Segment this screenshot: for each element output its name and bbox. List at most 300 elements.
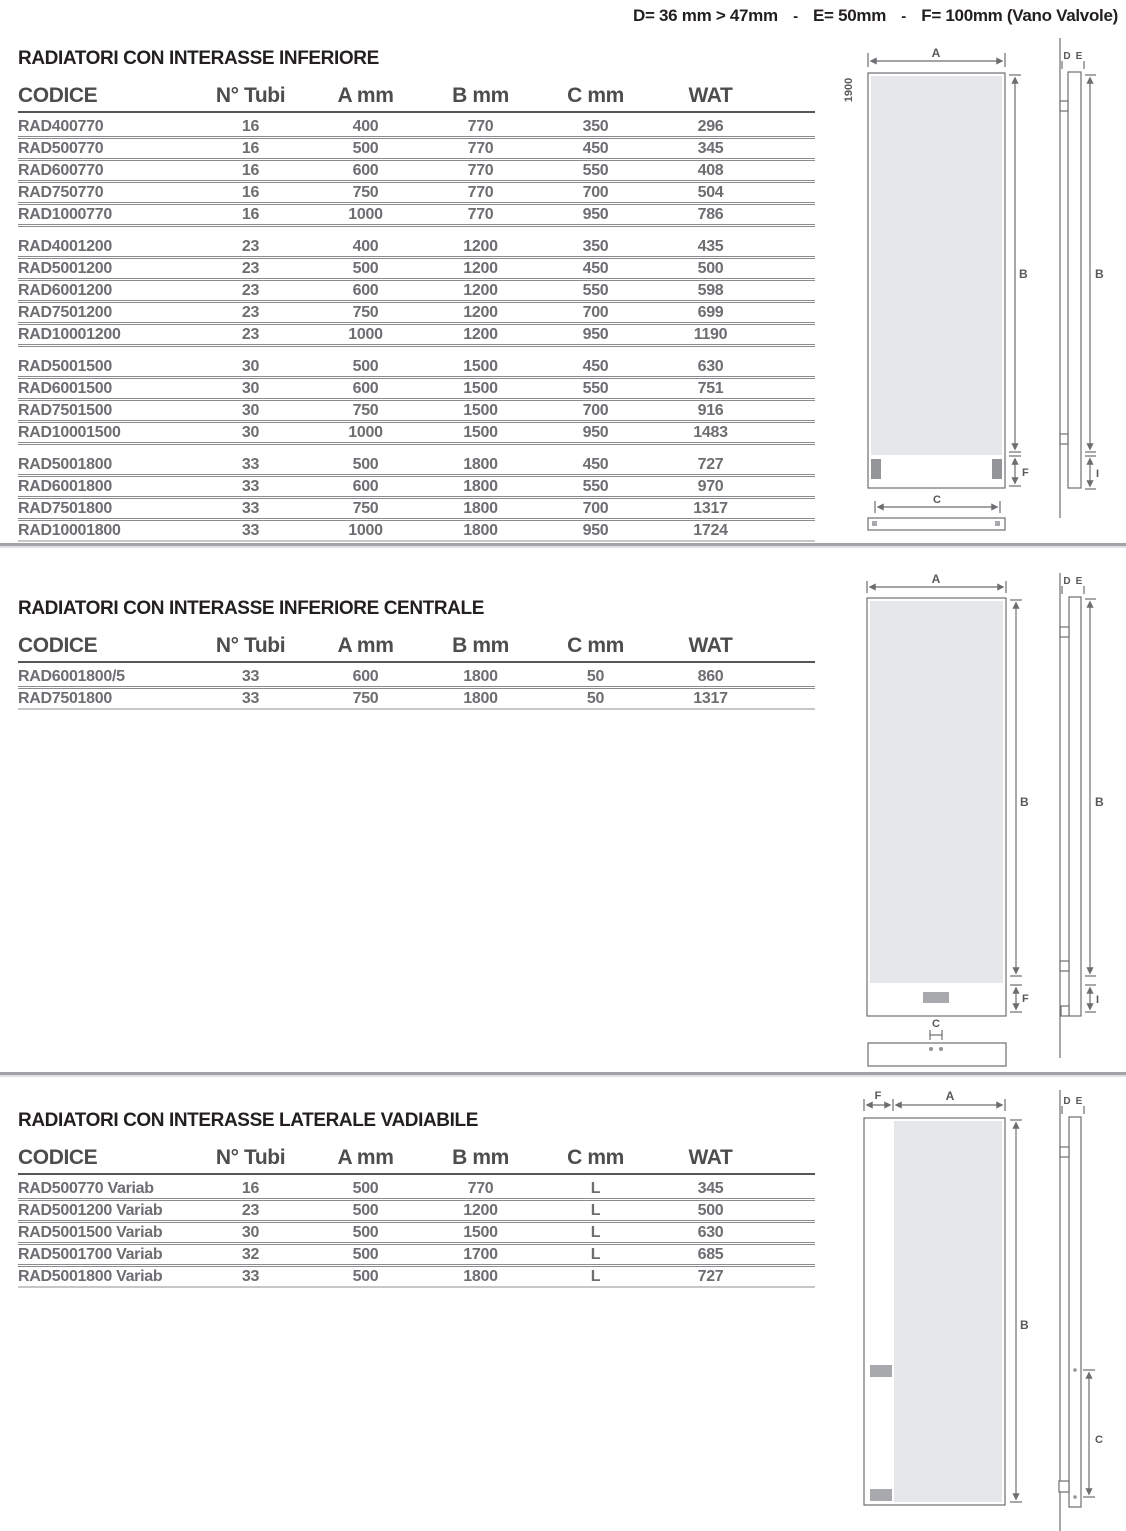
cell-value: 950 bbox=[538, 324, 653, 346]
dimension-label-b-side: B bbox=[1095, 795, 1104, 809]
table-row bbox=[18, 498, 815, 520]
cell-spacer bbox=[768, 237, 815, 258]
cell-value: 16 bbox=[193, 160, 308, 182]
cell-spacer bbox=[768, 455, 815, 476]
table-row bbox=[18, 1179, 815, 1200]
cell-value: 598 bbox=[653, 280, 768, 302]
column-header-tubi: N° Tubi bbox=[193, 1138, 308, 1174]
cell-value: 699 bbox=[653, 302, 768, 324]
dimension-label-b: B bbox=[1019, 267, 1028, 281]
front-view bbox=[868, 53, 1021, 530]
side-view bbox=[1060, 61, 1096, 489]
cell-value: 770 bbox=[423, 182, 538, 204]
column-header-wat: WAT bbox=[653, 76, 768, 112]
cell-spacer bbox=[768, 357, 815, 378]
cell-spacer bbox=[768, 498, 815, 520]
section-title: RADIATORI CON INTERASSE LATERALE VADIABILE bbox=[18, 1110, 478, 1131]
cell-value: 16 bbox=[193, 1179, 308, 1200]
cell-value: 750 bbox=[308, 688, 423, 710]
cell-codice: RAD5001500 bbox=[18, 357, 193, 378]
cell-value: 500 bbox=[308, 1222, 423, 1244]
cell-value: 1000 bbox=[308, 324, 423, 346]
dimension-label-b: B bbox=[1020, 1318, 1029, 1332]
cell-value: 550 bbox=[538, 378, 653, 400]
header-row bbox=[18, 1138, 815, 1174]
cell-value: 750 bbox=[308, 182, 423, 204]
cell-value: 350 bbox=[538, 117, 653, 138]
cell-value: 1000 bbox=[308, 520, 423, 542]
cell-codice: RAD5001200 bbox=[18, 258, 193, 280]
cell-spacer bbox=[768, 1244, 815, 1266]
cell-value: 500 bbox=[308, 1266, 423, 1288]
cell-value: 630 bbox=[653, 357, 768, 378]
table-row bbox=[18, 520, 815, 542]
dimension-label-f: F bbox=[874, 1090, 882, 1102]
table-row bbox=[18, 1222, 815, 1244]
cell-spacer bbox=[768, 688, 815, 710]
wall-bracket-bottom bbox=[1060, 961, 1069, 971]
cell-value: L bbox=[538, 1200, 653, 1222]
cell-value: 1000 bbox=[308, 422, 423, 444]
table-body bbox=[18, 455, 815, 541]
cell-value: 550 bbox=[538, 476, 653, 498]
cell-value: 33 bbox=[193, 1266, 308, 1288]
separator-dash: - bbox=[793, 8, 798, 25]
cell-value: 500 bbox=[308, 357, 423, 378]
cell-codice: RAD6001500 bbox=[18, 378, 193, 400]
side-view bbox=[1059, 1106, 1095, 1507]
connection-slot-upper bbox=[870, 1365, 892, 1377]
column-header-b: B mm bbox=[423, 76, 538, 112]
cell-value: 770 bbox=[423, 204, 538, 226]
table-row bbox=[18, 455, 815, 476]
table-row bbox=[18, 1200, 815, 1222]
cell-value: 1200 bbox=[423, 324, 538, 346]
radiator-diagram-lateral-variable bbox=[830, 1085, 1126, 1531]
cell-value: 727 bbox=[653, 455, 768, 476]
cell-value: 435 bbox=[653, 237, 768, 258]
table-row bbox=[18, 280, 815, 302]
cell-value: 1800 bbox=[423, 476, 538, 498]
cell-value: 504 bbox=[653, 182, 768, 204]
cell-spacer bbox=[768, 378, 815, 400]
cell-value: 400 bbox=[308, 117, 423, 138]
cell-value: 1500 bbox=[423, 400, 538, 422]
cell-value: 550 bbox=[538, 160, 653, 182]
cell-codice: RAD5001200 Variab bbox=[18, 1200, 193, 1222]
dimension-label-d: D bbox=[1063, 51, 1071, 62]
cell-value: 770 bbox=[423, 1179, 538, 1200]
cell-spacer bbox=[768, 400, 815, 422]
table-row bbox=[18, 138, 815, 160]
connection-point-lower bbox=[1073, 1495, 1077, 1499]
dimension-label-c: C bbox=[932, 1018, 940, 1030]
connection-slot-right bbox=[992, 459, 1002, 479]
cell-value: 33 bbox=[193, 667, 308, 688]
cell-value: 23 bbox=[193, 237, 308, 258]
cell-value: 1724 bbox=[653, 520, 768, 542]
cell-value: 860 bbox=[653, 667, 768, 688]
cell-codice: RAD6001800 bbox=[18, 476, 193, 498]
dimension-label-b: B bbox=[1020, 795, 1029, 809]
cell-value: 50 bbox=[538, 688, 653, 710]
cell-value: 30 bbox=[193, 357, 308, 378]
table-row bbox=[18, 237, 815, 258]
cell-value: 23 bbox=[193, 302, 308, 324]
cell-value: 1200 bbox=[423, 1200, 538, 1222]
section-interasse-laterale-variabile bbox=[18, 1110, 815, 1288]
cell-codice: RAD6001800/5 bbox=[18, 667, 193, 688]
table-header bbox=[18, 76, 815, 113]
cell-value: 33 bbox=[193, 520, 308, 542]
table-group bbox=[18, 237, 815, 347]
table-row bbox=[18, 160, 815, 182]
cell-value: 450 bbox=[538, 357, 653, 378]
cell-value: 30 bbox=[193, 1222, 308, 1244]
table-body bbox=[18, 237, 815, 346]
dimension-label-c: C bbox=[1095, 1434, 1103, 1446]
cell-value: 700 bbox=[538, 182, 653, 204]
column-header-c: C mm bbox=[538, 76, 653, 112]
cell-codice: RAD5001500 Variab bbox=[18, 1222, 193, 1244]
cell-codice: RAD1000770 bbox=[18, 204, 193, 226]
dimension-label-i: I bbox=[1096, 468, 1100, 480]
table-row bbox=[18, 688, 815, 710]
column-header-wat: WAT bbox=[653, 626, 768, 662]
cell-value: 950 bbox=[538, 422, 653, 444]
table-header bbox=[18, 626, 815, 663]
table-row bbox=[18, 1244, 815, 1266]
cell-codice: RAD600770 bbox=[18, 160, 193, 182]
cell-value: 600 bbox=[308, 667, 423, 688]
table-header bbox=[18, 1138, 815, 1175]
cell-value: 1800 bbox=[423, 498, 538, 520]
column-header-spacer bbox=[768, 626, 815, 662]
cell-value: 30 bbox=[193, 378, 308, 400]
table-row bbox=[18, 422, 815, 444]
table-row bbox=[18, 258, 815, 280]
table-body bbox=[18, 117, 815, 226]
column-header-tubi: N° Tubi bbox=[193, 76, 308, 112]
cell-value: 16 bbox=[193, 204, 308, 226]
cell-value: 1500 bbox=[423, 357, 538, 378]
radiator-diagram-central-connection bbox=[830, 565, 1126, 1077]
cell-value: 32 bbox=[193, 1244, 308, 1266]
column-header-spacer bbox=[768, 76, 815, 112]
column-header-spacer bbox=[768, 1138, 815, 1174]
cell-value: 1000 bbox=[308, 204, 423, 226]
cell-value: 950 bbox=[538, 204, 653, 226]
cell-value: 1500 bbox=[423, 1222, 538, 1244]
connection-point-upper bbox=[1073, 1368, 1077, 1372]
cell-spacer bbox=[768, 302, 815, 324]
cell-codice: RAD10001800 bbox=[18, 520, 193, 542]
cell-value: 408 bbox=[653, 160, 768, 182]
cell-spacer bbox=[768, 667, 815, 688]
cell-value: 400 bbox=[308, 237, 423, 258]
cell-spacer bbox=[768, 160, 815, 182]
bottom-notch bbox=[1059, 1481, 1069, 1492]
cell-value: 1800 bbox=[423, 455, 538, 476]
section-divider bbox=[0, 543, 1126, 548]
cell-spacer bbox=[768, 204, 815, 226]
dimension-spec-note bbox=[633, 6, 1118, 26]
table-body bbox=[18, 667, 815, 709]
column-header-wat: WAT bbox=[653, 1138, 768, 1174]
cell-value: 1483 bbox=[653, 422, 768, 444]
cell-value: 450 bbox=[538, 138, 653, 160]
cell-value: L bbox=[538, 1179, 653, 1200]
cell-value: 550 bbox=[538, 280, 653, 302]
table-body bbox=[18, 357, 815, 444]
cell-codice: RAD10001200 bbox=[18, 324, 193, 346]
column-header-tubi: N° Tubi bbox=[193, 626, 308, 662]
cell-value: 685 bbox=[653, 1244, 768, 1266]
cell-codice: RAD7501200 bbox=[18, 302, 193, 324]
cell-value: 23 bbox=[193, 280, 308, 302]
cell-value: 30 bbox=[193, 422, 308, 444]
bottom-notch bbox=[1061, 1006, 1069, 1016]
cell-value: 16 bbox=[193, 117, 308, 138]
cell-value: 950 bbox=[538, 520, 653, 542]
cell-value: 1200 bbox=[423, 237, 538, 258]
cell-value: 33 bbox=[193, 498, 308, 520]
cell-value: 700 bbox=[538, 302, 653, 324]
radiator-diagram-bottom-connections bbox=[830, 26, 1126, 538]
cell-value: 916 bbox=[653, 400, 768, 422]
cell-value: 23 bbox=[193, 1200, 308, 1222]
connection-slot-lower bbox=[870, 1489, 892, 1501]
table-row bbox=[18, 302, 815, 324]
header-row bbox=[18, 76, 815, 112]
dimension-label-e: E bbox=[1075, 1096, 1083, 1107]
cell-spacer bbox=[768, 520, 815, 542]
cell-value: 630 bbox=[653, 1222, 768, 1244]
table-group bbox=[18, 455, 815, 542]
cell-value: 1200 bbox=[423, 280, 538, 302]
cell-value: 770 bbox=[423, 138, 538, 160]
cell-value: 1200 bbox=[423, 258, 538, 280]
column-header-codice: CODICE bbox=[18, 626, 193, 662]
cell-spacer bbox=[768, 476, 815, 498]
cell-value: 600 bbox=[308, 160, 423, 182]
cell-spacer bbox=[768, 258, 815, 280]
cell-value: 345 bbox=[653, 1179, 768, 1200]
cell-codice: RAD5001700 Variab bbox=[18, 1244, 193, 1266]
table-row bbox=[18, 357, 815, 378]
front-view bbox=[864, 1099, 1022, 1505]
section-title: RADIATORI CON INTERASSE INFERIORE bbox=[18, 48, 379, 69]
table-row bbox=[18, 182, 815, 204]
cell-value: 600 bbox=[308, 476, 423, 498]
cell-value: 30 bbox=[193, 400, 308, 422]
spec-f: F= 100mm (Vano Valvole) bbox=[921, 6, 1118, 25]
cell-value: 16 bbox=[193, 138, 308, 160]
cell-value: 345 bbox=[653, 138, 768, 160]
cell-value: 1317 bbox=[653, 688, 768, 710]
cell-value: 350 bbox=[538, 237, 653, 258]
column-header-b: B mm bbox=[423, 626, 538, 662]
cell-value: 50 bbox=[538, 667, 653, 688]
cell-value: 500 bbox=[308, 258, 423, 280]
dimension-label-d: D bbox=[1063, 1096, 1071, 1107]
table-row bbox=[18, 117, 815, 138]
cell-codice: RAD6001200 bbox=[18, 280, 193, 302]
cell-codice: RAD500770 bbox=[18, 138, 193, 160]
cell-value: 751 bbox=[653, 378, 768, 400]
height-label-1900: 1900 bbox=[843, 77, 855, 103]
dimension-label-a: A bbox=[945, 1089, 955, 1103]
spec-d: D= 36 mm > 47mm bbox=[633, 6, 778, 25]
dimension-label-b-side: B bbox=[1095, 267, 1104, 281]
dimension-label-e: E bbox=[1075, 51, 1083, 62]
cell-spacer bbox=[768, 182, 815, 204]
cell-value: 600 bbox=[308, 378, 423, 400]
column-header-b: B mm bbox=[423, 1138, 538, 1174]
cell-value: 1500 bbox=[423, 422, 538, 444]
cell-value: 296 bbox=[653, 117, 768, 138]
cell-value: 750 bbox=[308, 400, 423, 422]
cell-value: 500 bbox=[308, 1200, 423, 1222]
dimension-label-e: E bbox=[1075, 576, 1083, 587]
cell-value: 770 bbox=[423, 117, 538, 138]
cell-spacer bbox=[768, 1266, 815, 1288]
wall-bracket-top bbox=[1060, 1147, 1069, 1157]
cell-value: 1317 bbox=[653, 498, 768, 520]
table-row bbox=[18, 1266, 815, 1288]
cell-spacer bbox=[768, 1179, 815, 1200]
wall-bracket-top bbox=[1060, 101, 1068, 111]
dimension-label-a: A bbox=[931, 572, 941, 586]
table-group bbox=[18, 117, 815, 227]
table-group bbox=[18, 357, 815, 445]
separator-dash: - bbox=[901, 8, 906, 25]
table-row bbox=[18, 667, 815, 688]
cell-value: 1800 bbox=[423, 667, 538, 688]
cell-value: 500 bbox=[308, 1179, 423, 1200]
cell-value: 1800 bbox=[423, 688, 538, 710]
cell-value: 500 bbox=[308, 1244, 423, 1266]
cell-value: 1800 bbox=[423, 520, 538, 542]
dimension-label-f: F bbox=[1022, 467, 1029, 479]
cell-value: 786 bbox=[653, 204, 768, 226]
cell-value: 23 bbox=[193, 258, 308, 280]
cell-value: L bbox=[538, 1244, 653, 1266]
dimension-label-a: A bbox=[931, 46, 941, 60]
column-header-a: A mm bbox=[308, 76, 423, 112]
dimension-label-i: I bbox=[1096, 994, 1100, 1006]
cell-value: 500 bbox=[308, 138, 423, 160]
cell-value: 600 bbox=[308, 280, 423, 302]
column-header-c: C mm bbox=[538, 1138, 653, 1174]
cell-spacer bbox=[768, 280, 815, 302]
dimension-label-c: C bbox=[933, 494, 941, 506]
spec-e: E= 50mm bbox=[813, 6, 887, 25]
table-body bbox=[18, 1179, 815, 1287]
section-interasse-inferiore bbox=[18, 48, 815, 542]
cell-spacer bbox=[768, 138, 815, 160]
cell-codice: RAD7501500 bbox=[18, 400, 193, 422]
column-header-c: C mm bbox=[538, 626, 653, 662]
cell-codice: RAD5001800 Variab bbox=[18, 1266, 193, 1288]
section-title: RADIATORI CON INTERASSE INFERIORE CENTRALE bbox=[18, 598, 484, 619]
cell-value: 16 bbox=[193, 182, 308, 204]
front-view bbox=[867, 581, 1022, 1066]
cell-codice: RAD10001500 bbox=[18, 422, 193, 444]
header-row bbox=[18, 626, 815, 662]
cell-value: 500 bbox=[308, 455, 423, 476]
dimension-label-d: D bbox=[1063, 576, 1071, 587]
cell-codice: RAD5001800 bbox=[18, 455, 193, 476]
cell-value: 450 bbox=[538, 258, 653, 280]
column-header-a: A mm bbox=[308, 626, 423, 662]
cell-value: 700 bbox=[538, 400, 653, 422]
cell-spacer bbox=[768, 1222, 815, 1244]
table-row bbox=[18, 204, 815, 226]
cell-codice: RAD500770 Variab bbox=[18, 1179, 193, 1200]
cell-value: 1200 bbox=[423, 302, 538, 324]
side-view bbox=[1060, 586, 1096, 1016]
cell-value: 500 bbox=[653, 258, 768, 280]
cell-value: 33 bbox=[193, 476, 308, 498]
cell-value: 500 bbox=[653, 1200, 768, 1222]
table-group bbox=[18, 1179, 815, 1288]
cell-codice: RAD7501800 bbox=[18, 498, 193, 520]
cell-spacer bbox=[768, 1200, 815, 1222]
table-group bbox=[18, 667, 815, 710]
cell-value: 700 bbox=[538, 498, 653, 520]
cell-value: 33 bbox=[193, 455, 308, 476]
cell-codice: RAD400770 bbox=[18, 117, 193, 138]
cell-value: 1700 bbox=[423, 1244, 538, 1266]
cell-value: 1190 bbox=[653, 324, 768, 346]
cell-value: 450 bbox=[538, 455, 653, 476]
connection-slot-central bbox=[923, 992, 949, 1003]
cell-value: 33 bbox=[193, 688, 308, 710]
wall-bracket-bar bbox=[868, 518, 1005, 530]
table-row bbox=[18, 400, 815, 422]
cell-codice: RAD7501800 bbox=[18, 688, 193, 710]
cell-spacer bbox=[768, 117, 815, 138]
cell-spacer bbox=[768, 324, 815, 346]
cell-value: 750 bbox=[308, 302, 423, 324]
section-interasse-inferiore-centrale bbox=[18, 598, 815, 710]
table-row bbox=[18, 476, 815, 498]
cell-value: 727 bbox=[653, 1266, 768, 1288]
wall-bracket-top bbox=[1060, 627, 1069, 637]
cell-value: 23 bbox=[193, 324, 308, 346]
cell-value: 1500 bbox=[423, 378, 538, 400]
cell-spacer bbox=[768, 422, 815, 444]
cell-value: 970 bbox=[653, 476, 768, 498]
wall-bracket-bottom bbox=[1060, 434, 1068, 444]
cell-value: 1800 bbox=[423, 1266, 538, 1288]
cell-codice: RAD750770 bbox=[18, 182, 193, 204]
cell-value: 750 bbox=[308, 498, 423, 520]
column-header-codice: CODICE bbox=[18, 76, 193, 112]
cell-value: L bbox=[538, 1266, 653, 1288]
column-header-codice: CODICE bbox=[18, 1138, 193, 1174]
table-row bbox=[18, 324, 815, 346]
wall-bracket-bar bbox=[868, 1043, 1006, 1066]
cell-value: L bbox=[538, 1222, 653, 1244]
cell-codice: RAD4001200 bbox=[18, 237, 193, 258]
dimension-label-f: F bbox=[1022, 993, 1029, 1005]
cell-value: 770 bbox=[423, 160, 538, 182]
connection-slot-left bbox=[871, 459, 881, 479]
column-header-a: A mm bbox=[308, 1138, 423, 1174]
table-row bbox=[18, 378, 815, 400]
